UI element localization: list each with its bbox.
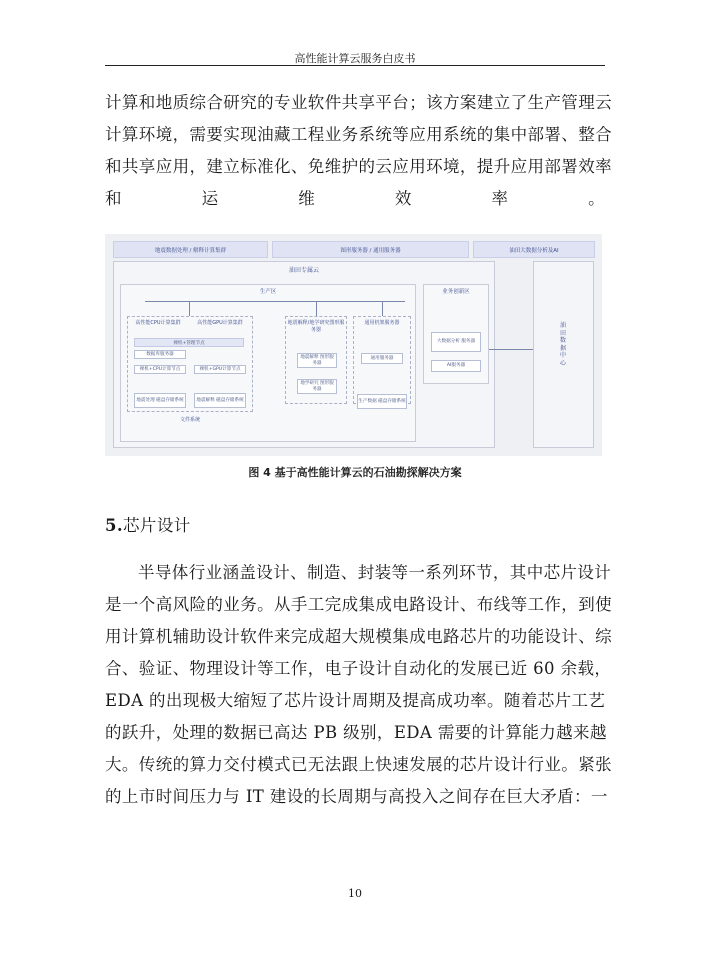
body-line: 半导体行业涵盖设计、制造、封装等一系列环节，其中芯片设计	[138, 563, 612, 582]
body-line: 用计算机辅助设计软件来完成超大规模集成电路芯片的功能设计、综	[105, 627, 612, 646]
section-number: 5.	[105, 516, 124, 535]
running-header: 高性能计算云服务白皮书	[294, 52, 416, 65]
body-line: 的上市时间压力与 IT 建设的长周期与高投入之间存在巨大矛盾：一	[105, 787, 608, 806]
general-group-label: 通用机架服务器	[364, 320, 400, 326]
section-title: 芯片设计	[123, 516, 191, 535]
interpretation-group-label: 地震解释/地学研究图形服务器	[287, 320, 345, 333]
cloud-title: 油田专属云	[288, 267, 319, 274]
production-storage: 生产数据 磁盘存储系统	[357, 394, 407, 409]
body-line: 合、验证、物理设计等工作，电子设计自动化的发展已近 60 余载，	[105, 659, 612, 678]
bigdata-server: 大数据分析 服务器	[431, 332, 481, 352]
gpu-cluster-label: 高性能GPU计算集群	[197, 320, 243, 326]
band-seismic: 地震数据处理 / 解释计算集群	[113, 241, 268, 258]
file-system-label: 文件系统	[179, 417, 200, 423]
cpu-node: 裸机+CPU计算节点	[134, 365, 186, 374]
intro-line: 和运维效率。	[105, 189, 605, 208]
link-to-data-center	[489, 349, 533, 350]
body-line: 的跃升，处理的数据已高达 PB 级别，EDA 需要的计算能力越来越	[105, 723, 607, 742]
cpu-cluster-label: 高性能CPU计算集群	[135, 320, 181, 326]
solution-figure	[105, 234, 602, 456]
production-zone-label: 生产区	[259, 289, 277, 295]
section-heading	[105, 512, 191, 536]
connector	[316, 301, 317, 316]
business-zone-label: 业务创新区	[442, 289, 470, 295]
ai-server: AI服务器	[431, 360, 481, 372]
band-bigdata: 油田大数据分析及AI	[473, 241, 595, 258]
band-graphics: 图形服务器 / 通用服务器	[272, 241, 469, 258]
interpretation-server: 地震解释 图形服务器	[297, 353, 337, 368]
data-center-label: 油田数据中心	[559, 322, 566, 367]
gpu-node: 裸机+GPU计算节点	[194, 365, 246, 374]
connector	[189, 301, 190, 316]
general-server: 通用服务器	[361, 353, 403, 364]
storage-processing: 地震处理 磁盘存储系统	[134, 393, 186, 408]
intro-paragraph	[105, 87, 612, 215]
db-server: 数据库服务器	[134, 350, 186, 359]
header-rule	[105, 65, 605, 66]
storage-interpretation: 地震解释 磁盘存储系统	[194, 393, 246, 408]
connector	[382, 301, 383, 316]
figure-caption: 图 4 基于高性能计算云的石油勘探解决方案	[248, 466, 462, 479]
body-line: 是一个高风险的业务。从手工完成集成电路设计、布线等工作，到使	[105, 595, 612, 614]
intro-line: 计算和地质综合研究的专业软件共享平台；该方案建立了生产管理云	[105, 93, 612, 112]
page-number: 10	[348, 887, 362, 900]
intro-line: 和共享应用，建立标准化、免维护的云应用环境，提升应用部署效率	[105, 157, 612, 176]
body-line: EDA 的出现极大缩短了芯片设计周期及提高成功率。随着芯片工艺	[105, 691, 606, 710]
geo-research-server: 地学研究 图形服务器	[297, 379, 337, 394]
intro-line: 计算环境，需要实现油藏工程业务系统等应用系统的集中部署、整合	[105, 125, 612, 144]
body-paragraph	[105, 557, 612, 813]
body-line: 大。传统的算力交付模式已无法跟上快速发展的芯片设计行业。紧张	[105, 755, 612, 774]
production-bus-line	[145, 301, 405, 302]
mgmt-node: 裸机+管理节点	[134, 338, 244, 347]
